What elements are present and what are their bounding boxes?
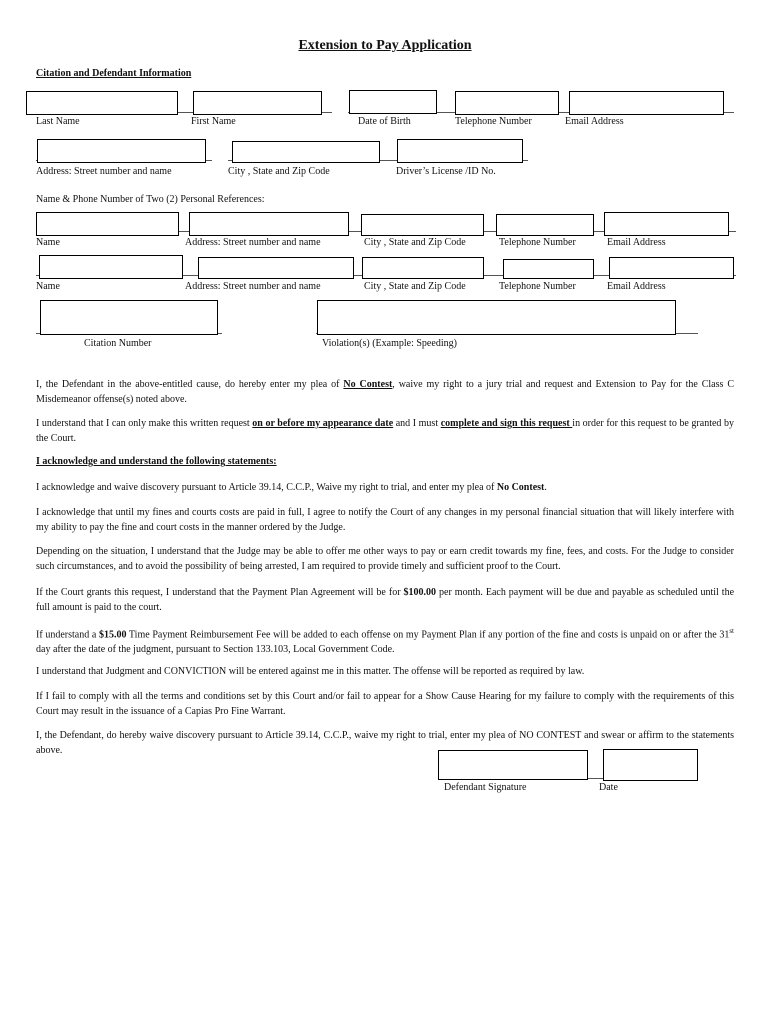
label-citation-number: Citation Number [84, 338, 152, 349]
emphasis-no-contest-2: No Contest [496, 482, 545, 493]
form-title: Extension to Pay Application [298, 38, 472, 53]
defendant-signature-field[interactable] [438, 750, 588, 780]
label-telephone: Telephone Number [455, 116, 532, 127]
label-date: Date [599, 782, 618, 793]
city-state-zip-field[interactable] [232, 141, 380, 163]
label-date-of-birth: Date of Birth [358, 116, 411, 127]
ref2-name-field[interactable] [39, 255, 183, 279]
ref2-label-city: City , State and Zip Code [364, 281, 466, 292]
paragraph-reimbursement-fee: If understand a $15.00 Time Payment Reimbursement Fee will be added to each offense on my Payment Plan if any portion of the fine and costs is unpaid on or after the 31st day after the date of the judgment, pursuant to Section 133.103, Local Government Code. [36, 627, 734, 656]
ref1-city-field[interactable] [361, 214, 484, 236]
ref1-label-address: Address: Street number and name [185, 237, 321, 248]
ref2-telephone-field[interactable] [503, 259, 594, 279]
paragraph-notify-court: I acknowledge that until my fines and courts costs are paid in full, I agree to notify the Court of any changes in my personal financial situation that will likely interfere with my ability to pay the fine and court costs in the manner ordered by the Judge. [36, 507, 734, 533]
ref2-label-email: Email Address [607, 281, 666, 292]
label-first-name: First Name [191, 116, 236, 127]
ref2-address-field[interactable] [198, 257, 354, 279]
ref1-label-city: City , State and Zip Code [364, 237, 466, 248]
ref1-label-name: Name [36, 237, 60, 248]
label-city-state-zip: City , State and Zip Code [228, 166, 330, 177]
label-drivers-license: Driver’s License /ID No. [396, 166, 496, 177]
label-address: Address: Street number and name [36, 166, 172, 177]
ref2-label-telephone: Telephone Number [499, 281, 576, 292]
violations-field[interactable] [317, 300, 676, 335]
emphasis-no-contest: No Contest [343, 379, 393, 390]
paragraph-other-ways: Depending on the situation, I understand that the Judge may be able to offer me other ways to pay or earn credit towards my fine, fees, and costs. For the Judge to consider such circumstances, and to avoid the possibility of being arrested, I am required to provide timely and sufficient proof to the Court. [36, 546, 734, 572]
acknowledge-heading: I acknowledge and understand the following statements: [36, 456, 277, 467]
label-violations: Violation(s) (Example: Speeding) [322, 338, 457, 349]
telephone-field[interactable] [455, 91, 559, 115]
email-field[interactable] [569, 91, 724, 115]
paragraph-swear-affirm: I, the Defendant, do hereby waive discovery pursuant to Article 39.14, C.C.P., waive my right to trial, enter my plea of NO CONTEST and swear or affirm to the statements above. [36, 730, 734, 756]
last-name-field[interactable] [26, 91, 178, 115]
citation-number-field[interactable] [40, 300, 218, 335]
ref2-email-field[interactable] [609, 257, 734, 279]
section-heading-citation: Citation and Defendant Information [36, 68, 192, 79]
ref1-address-field[interactable] [189, 212, 349, 236]
ref2-label-name: Name [36, 281, 60, 292]
paragraph-plea: I, the Defendant in the above-entitled cause, do hereby enter my plea of No Contest, waive my right to a jury trial and request and Extension to Pay for the Class C Misdemeanor offense(s) noted above. [36, 379, 734, 405]
paragraph-discovery: I acknowledge and waive discovery pursuant to Article 39.14, C.C.P., Waive my right to trial, and enter my plea of No Contest. [36, 482, 547, 493]
paragraph-judgment: I understand that Judgment and CONVICTION will be entered against me in this matter. The offense will be reported as required by law. [36, 666, 585, 677]
payment-amount: $100.00 [403, 587, 437, 598]
drivers-license-field[interactable] [397, 139, 523, 163]
emphasis-appearance-date: on or before my appearance date [252, 418, 394, 429]
ref2-city-field[interactable] [362, 257, 484, 279]
ref1-email-field[interactable] [604, 212, 729, 236]
references-heading: Name & Phone Number of Two (2) Personal References: [36, 194, 265, 205]
first-name-field[interactable] [193, 91, 322, 115]
paragraph-written-request: I understand that I can only make this written request on or before my appearance date and I must complete and sign this request in order for this request to be granted by the Court. [36, 418, 734, 444]
date-of-birth-field[interactable] [349, 90, 437, 114]
paragraph-payment-plan: If the Court grants this request, I understand that the Payment Plan Agreement will be for $100.00 per month. Each payment will be due and payable as scheduled until the full amount is paid to the court. [36, 587, 735, 613]
label-last-name: Last Name [36, 116, 80, 127]
ref1-label-telephone: Telephone Number [499, 237, 576, 248]
label-email: Email Address [565, 116, 624, 127]
label-defendant-signature: Defendant Signature [444, 782, 527, 793]
ref1-telephone-field[interactable] [496, 214, 594, 236]
ref1-label-email: Email Address [607, 237, 666, 248]
ref1-name-field[interactable] [36, 212, 179, 236]
fee-amount: $15.00 [98, 629, 127, 641]
ref2-label-address: Address: Street number and name [185, 281, 321, 292]
date-field[interactable] [603, 749, 698, 781]
address-field[interactable] [37, 139, 206, 163]
emphasis-complete-sign: complete and sign this request [440, 418, 573, 429]
paragraph-capias: If I fail to comply with all the terms and conditions set by this Court and/or fail to appear for a Show Cause Hearing for my failure to comply with the requirements of this Court may result in the issuance of a Capias Pro Fine Warrant. [36, 691, 734, 717]
